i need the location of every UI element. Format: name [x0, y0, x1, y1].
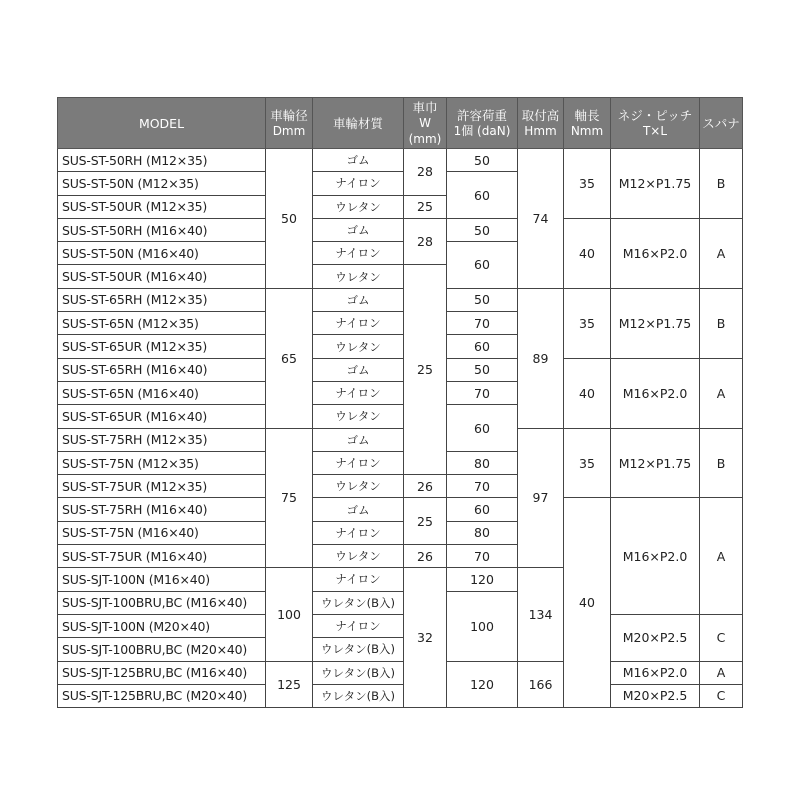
table-row — [58, 498, 743, 521]
load-cell: 80 — [447, 521, 518, 544]
material-cell: ウレタン — [313, 475, 404, 498]
model-cell: SUS-ST-65RH (M16×40) — [58, 358, 266, 381]
header-model: MODEL — [58, 98, 266, 149]
spanner-cell: B — [700, 149, 743, 219]
model-cell: SUS-SJT-100N (M16×40) — [58, 568, 266, 591]
material-cell: ウレタン(B入) — [313, 591, 404, 614]
thread-cell: M16×P2.0 — [611, 498, 700, 614]
table-row — [58, 218, 743, 241]
material-cell: ウレタン — [313, 545, 404, 568]
load-cell: 70 — [447, 475, 518, 498]
table-row — [58, 358, 743, 381]
material-cell: ナイロン — [313, 568, 404, 591]
axle-cell: 40 — [564, 358, 611, 428]
width-cell: 25 — [404, 498, 447, 545]
material-cell: ナイロン — [313, 381, 404, 404]
table-row — [58, 149, 743, 172]
header-material: 車輪材質 — [313, 98, 404, 149]
model-cell: SUS-SJT-100BRU,BC (M20×40) — [58, 638, 266, 661]
material-cell: ナイロン — [313, 521, 404, 544]
model-cell: SUS-ST-65N (M12×35) — [58, 312, 266, 335]
header-axle: 軸長 Nmm — [564, 98, 611, 149]
model-cell: SUS-ST-50UR (M12×35) — [58, 195, 266, 218]
model-cell: SUS-ST-75N (M12×35) — [58, 451, 266, 474]
model-cell: SUS-ST-75UR (M16×40) — [58, 545, 266, 568]
load-cell: 60 — [447, 498, 518, 521]
diameter-cell: 75 — [266, 428, 313, 568]
header-width: 車巾 W (mm) — [404, 98, 447, 149]
spanner-cell: C — [700, 684, 743, 707]
spanner-cell: B — [700, 288, 743, 358]
material-cell: ゴム — [313, 149, 404, 172]
model-cell: SUS-ST-50RH (M16×40) — [58, 218, 266, 241]
thread-cell: M20×P2.5 — [611, 684, 700, 707]
height-cell: 166 — [518, 661, 564, 708]
load-cell: 70 — [447, 545, 518, 568]
material-cell: ウレタン — [313, 335, 404, 358]
model-cell: SUS-ST-50N (M16×40) — [58, 242, 266, 265]
header-spanner: スパナ — [700, 98, 743, 149]
header-diameter: 車輪径 Dmm — [266, 98, 313, 149]
model-cell: SUS-ST-50UR (M16×40) — [58, 265, 266, 288]
width-cell: 25 — [404, 265, 447, 475]
diameter-cell: 65 — [266, 288, 313, 428]
load-cell: 50 — [447, 218, 518, 241]
height-cell: 134 — [518, 568, 564, 661]
model-cell: SUS-SJT-100N (M20×40) — [58, 614, 266, 637]
model-cell: SUS-ST-75UR (M12×35) — [58, 475, 266, 498]
thread-cell: M16×P2.0 — [611, 661, 700, 684]
spec-body — [58, 149, 743, 708]
model-cell: SUS-SJT-125BRU,BC (M20×40) — [58, 684, 266, 707]
material-cell: ウレタン(B入) — [313, 684, 404, 707]
load-cell: 100 — [447, 591, 518, 661]
width-cell: 32 — [404, 568, 447, 708]
model-cell: SUS-ST-75RH (M16×40) — [58, 498, 266, 521]
spanner-cell: A — [700, 358, 743, 428]
diameter-cell: 125 — [266, 661, 313, 708]
model-cell: SUS-ST-75RH (M12×35) — [58, 428, 266, 451]
spanner-cell: A — [700, 218, 743, 288]
header-thread: ネジ・ピッチ T×L — [611, 98, 700, 149]
height-cell: 74 — [518, 149, 564, 289]
spanner-cell: B — [700, 428, 743, 498]
table-row — [58, 614, 743, 637]
material-cell: ゴム — [313, 428, 404, 451]
material-cell: ウレタン(B入) — [313, 661, 404, 684]
header-load: 許容荷重 1個 (daN) — [447, 98, 518, 149]
height-cell: 97 — [518, 428, 564, 568]
load-cell: 60 — [447, 335, 518, 358]
material-cell: ウレタン — [313, 405, 404, 428]
spanner-cell: A — [700, 498, 743, 614]
header-height: 取付高 Hmm — [518, 98, 564, 149]
material-cell: ウレタン — [313, 265, 404, 288]
model-cell: SUS-ST-50N (M12×35) — [58, 172, 266, 195]
axle-cell: 35 — [564, 428, 611, 498]
model-cell: SUS-ST-75N (M16×40) — [58, 521, 266, 544]
load-cell: 60 — [447, 405, 518, 452]
thread-cell: M12×P1.75 — [611, 288, 700, 358]
diameter-cell: 100 — [266, 568, 313, 661]
material-cell: ナイロン — [313, 242, 404, 265]
model-cell: SUS-ST-65RH (M12×35) — [58, 288, 266, 311]
load-cell: 50 — [447, 288, 518, 311]
width-cell: 28 — [404, 149, 447, 196]
table-row — [58, 684, 743, 707]
spanner-cell: A — [700, 661, 743, 684]
table-row — [58, 661, 743, 684]
axle-cell: 40 — [564, 498, 611, 708]
diameter-cell: 50 — [266, 149, 313, 289]
thread-cell: M12×P1.75 — [611, 428, 700, 498]
header-row — [58, 98, 743, 149]
load-cell: 120 — [447, 568, 518, 591]
material-cell: ゴム — [313, 498, 404, 521]
load-cell: 50 — [447, 358, 518, 381]
model-cell: SUS-ST-50RH (M12×35) — [58, 149, 266, 172]
thread-cell: M12×P1.75 — [611, 149, 700, 219]
load-cell: 70 — [447, 312, 518, 335]
axle-cell: 35 — [564, 149, 611, 219]
height-cell: 89 — [518, 288, 564, 428]
load-cell: 70 — [447, 381, 518, 404]
model-cell: SUS-ST-65UR (M12×35) — [58, 335, 266, 358]
load-cell: 60 — [447, 242, 518, 289]
load-cell: 50 — [447, 149, 518, 172]
material-cell: ゴム — [313, 358, 404, 381]
model-cell: SUS-SJT-125BRU,BC (M16×40) — [58, 661, 266, 684]
axle-cell: 35 — [564, 288, 611, 358]
model-cell: SUS-ST-65N (M16×40) — [58, 381, 266, 404]
spanner-cell: C — [700, 614, 743, 661]
material-cell: ナイロン — [313, 614, 404, 637]
thread-cell: M20×P2.5 — [611, 614, 700, 661]
width-cell: 26 — [404, 545, 447, 568]
material-cell: ゴム — [313, 218, 404, 241]
spec-table — [57, 97, 743, 708]
thread-cell: M16×P2.0 — [611, 218, 700, 288]
material-cell: ナイロン — [313, 451, 404, 474]
load-cell: 120 — [447, 661, 518, 708]
material-cell: ゴム — [313, 288, 404, 311]
table-row — [58, 288, 743, 311]
load-cell: 60 — [447, 172, 518, 219]
width-cell: 28 — [404, 218, 447, 265]
material-cell: ナイロン — [313, 312, 404, 335]
width-cell: 26 — [404, 475, 447, 498]
model-cell: SUS-ST-65UR (M16×40) — [58, 405, 266, 428]
material-cell: ナイロン — [313, 172, 404, 195]
table-row — [58, 428, 743, 451]
width-cell: 25 — [404, 195, 447, 218]
model-cell: SUS-SJT-100BRU,BC (M16×40) — [58, 591, 266, 614]
material-cell: ウレタン — [313, 195, 404, 218]
material-cell: ウレタン(B入) — [313, 638, 404, 661]
thread-cell: M16×P2.0 — [611, 358, 700, 428]
load-cell: 80 — [447, 451, 518, 474]
axle-cell: 40 — [564, 218, 611, 288]
